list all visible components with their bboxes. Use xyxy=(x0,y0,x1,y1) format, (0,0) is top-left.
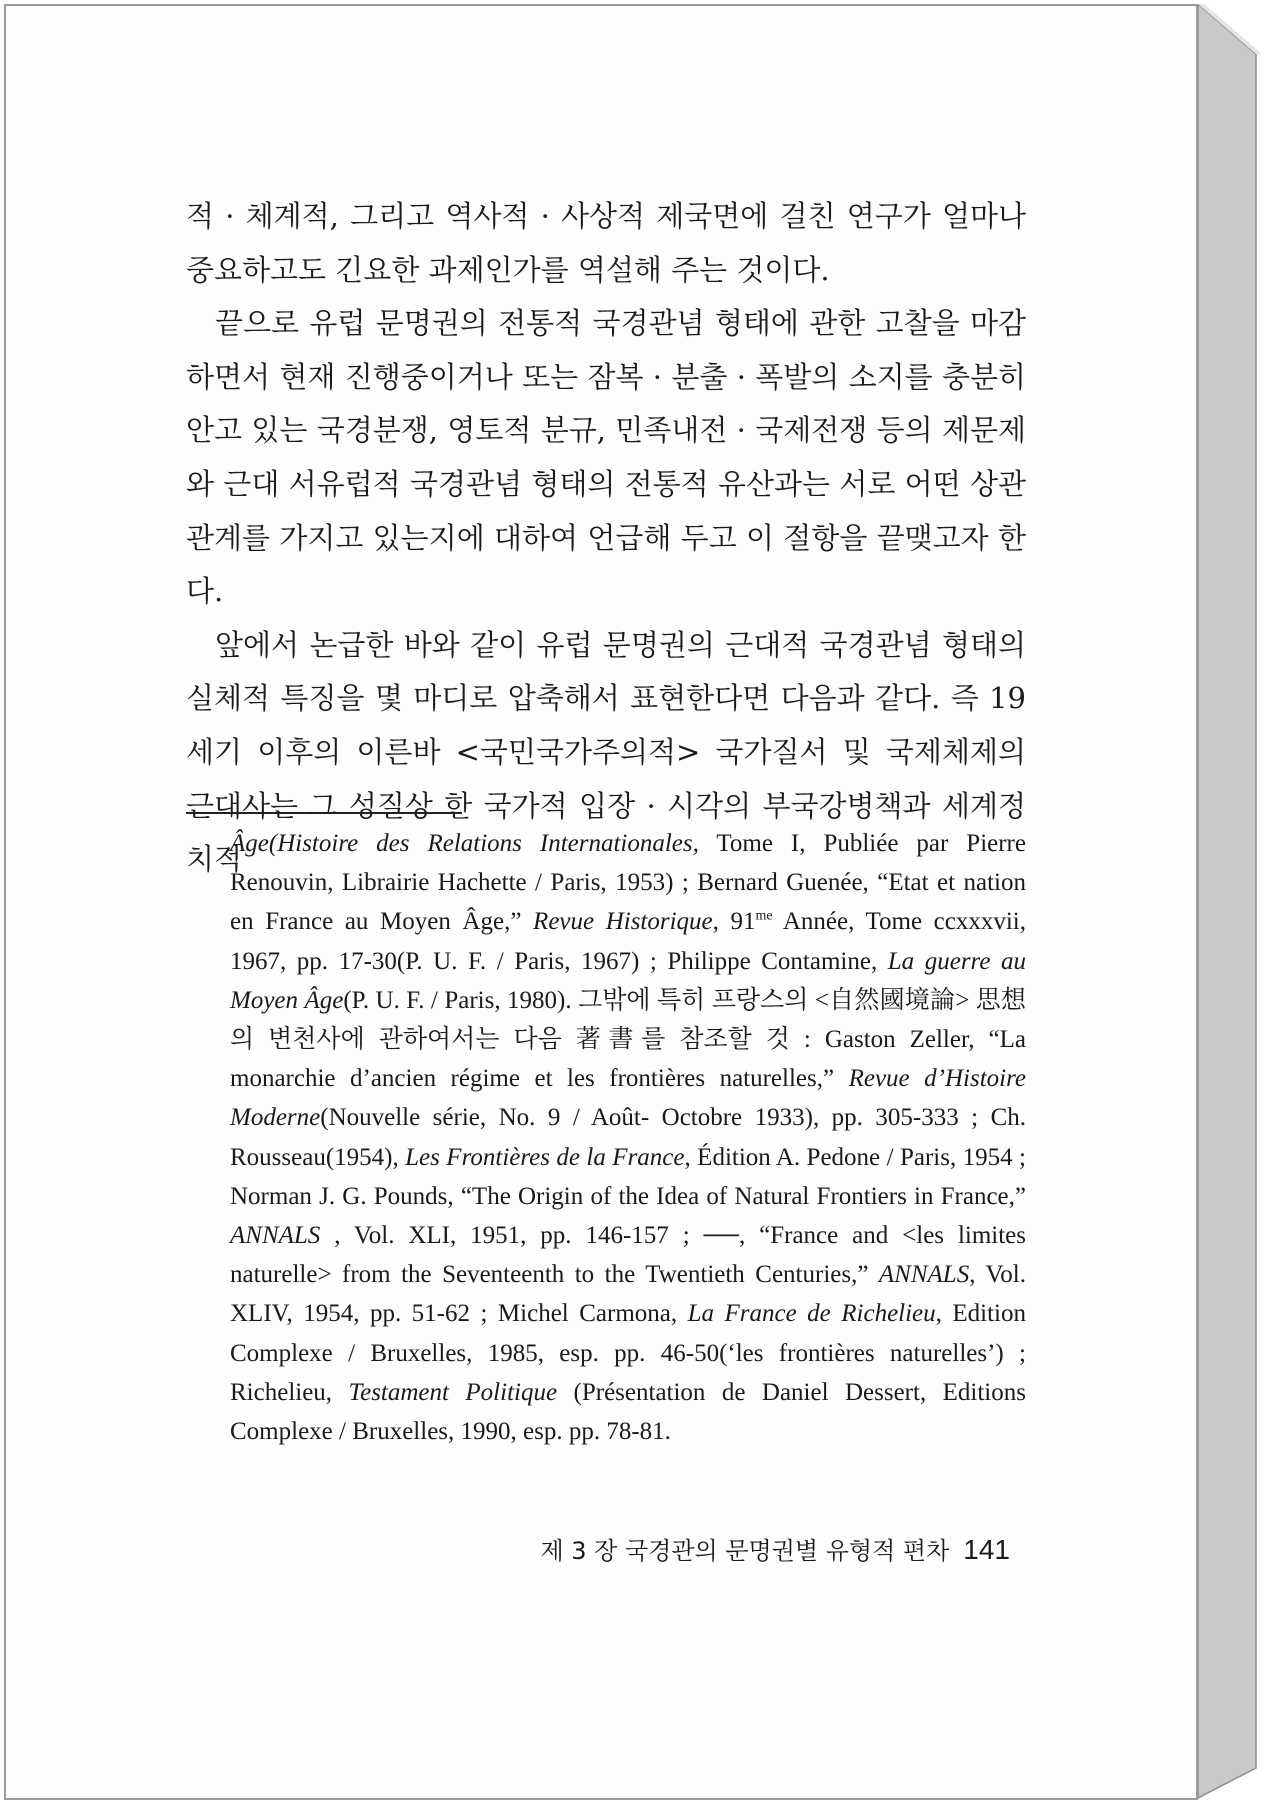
footnote-italic-annals: ANNALS xyxy=(230,1222,321,1250)
footnote-segment: , Edition Complexe / Bruxelles, 1985, esp. pp. 46-50(‘les frontières naturelles’) ; Richelieu, xyxy=(230,1300,1026,1406)
chapter-title: 제 3 장 국경관의 문명권별 유형적 편차 xyxy=(540,1537,950,1565)
footnote-segment: , 91 xyxy=(712,908,756,936)
footnote-text xyxy=(230,824,1026,1451)
page-edge-shading xyxy=(1198,4,1284,1804)
footnote-separator-rule xyxy=(186,812,462,814)
body-paragraph-2: 끝으로 유럽 문명권의 전통적 국경관념 형태에 관한 고찰을 마감하면서 현재 진행중이거나 또는 잠복 · 분출 · 폭발의 소지를 충분히 안고 있는 국경분쟁, 영토적 분규, 민족내전 · 국제전쟁 등의 제문제와 근대 서유럽적 국경관념 형태의 전통적 유산과는 서로 어떤 상관관계를 가지고 있는지에 대하여 언급해 두고 이 절항을 끝맺고자 한다. xyxy=(186,306,1026,609)
running-footer xyxy=(540,1530,1010,1571)
footnote-italic-la-guerre: La guerre au Moyen Âge xyxy=(230,947,1026,1014)
main-body-text xyxy=(186,190,1026,887)
body-paragraph-1: 적 · 체계적, 그리고 역사적 · 사상적 제국면에 걸친 연구가 얼마나 중요하고도 긴요한 과제인가를 역설해 주는 것이다. xyxy=(186,199,1026,287)
footnote-italic-revue-moderne: Revue d’Histoire Moderne xyxy=(230,1065,1026,1132)
footnote-italic-testament: Testament Politique xyxy=(348,1378,558,1406)
footnote-superscript: me xyxy=(755,909,773,925)
footnote-italic-frontieres: Les Frontières de la France xyxy=(405,1143,685,1171)
footnote-segment: , Vol. XLIV, 1954, pp. 51-62 ; Michel Carmona, xyxy=(230,1261,1026,1328)
page-number: 141 xyxy=(963,1534,1010,1565)
footnote-segment: (Présentation de Daniel Dessert, Editions Complexe / Bruxelles, 1990, esp. pp. 78-81. xyxy=(230,1378,1026,1446)
footnote-italic-richelieu: La France de Richelieu xyxy=(687,1300,936,1328)
footnote-segment: (P. U. F. / Paris, 1980). 그밖에 특히 프랑스의 <自然國境論> 思想의 변천사에 관하여서는 다음 著書를 참조할 것 : Gaston Zeller, “La monarchie d’ancien régime et les frontières naturelles,” xyxy=(230,986,1026,1093)
footnote-segment: (Nouvelle série, No. 9 / Août- Octobre 1933), pp. 305-333 ; Ch. Rousseau(1954), xyxy=(230,1104,1026,1171)
footnote-italic-age: Âge xyxy=(230,830,269,857)
footnote-segment: , Édition A. Pedone / Paris, 1954 ; Norman J. G. Pounds, “The Origin of the Idea of Natural Frontiers in France,” xyxy=(230,1143,1026,1210)
footnote-italic-revue-historique: Revue Historique xyxy=(533,908,713,936)
footnote-segment: Année, Tome ccxxxvii, 1967, pp. 17-30(P. U. F. / Paris, 1967) ; Philippe Contamine, xyxy=(230,908,1026,975)
footnote-segment: Tome I, Publiée par Pierre Renouvin, Librairie Hachette / Paris, 1953) ; Bernard Guenée, “Etat et nation en France au Moyen Âge,” xyxy=(230,830,1026,936)
footnote-italic-annals: ANNALS xyxy=(878,1261,970,1289)
body-paragraph-3: 앞에서 논급한 바와 같이 유럽 문명권의 근대적 국경관념 형태의 실체적 특징을 몇 마디로 압축해서 표현한다면 다음과 같다. 즉 19세기 이후의 이른바 <국민국가주의적> 국가질서 및 국제체제의 근대사는 그 성질상 한 국가적 입장 · 시각의 부국강병책과 세계정치적 xyxy=(186,627,1026,877)
footnote-italic-series: (Histoire des Relations Internationales, xyxy=(268,830,699,857)
footnote-segment: , Vol. XLI, 1951, pp. 146-157 ; ──, “France and <les limites naturelle> from the Seventeenth to the Twentieth Centuries,” xyxy=(230,1222,1026,1289)
